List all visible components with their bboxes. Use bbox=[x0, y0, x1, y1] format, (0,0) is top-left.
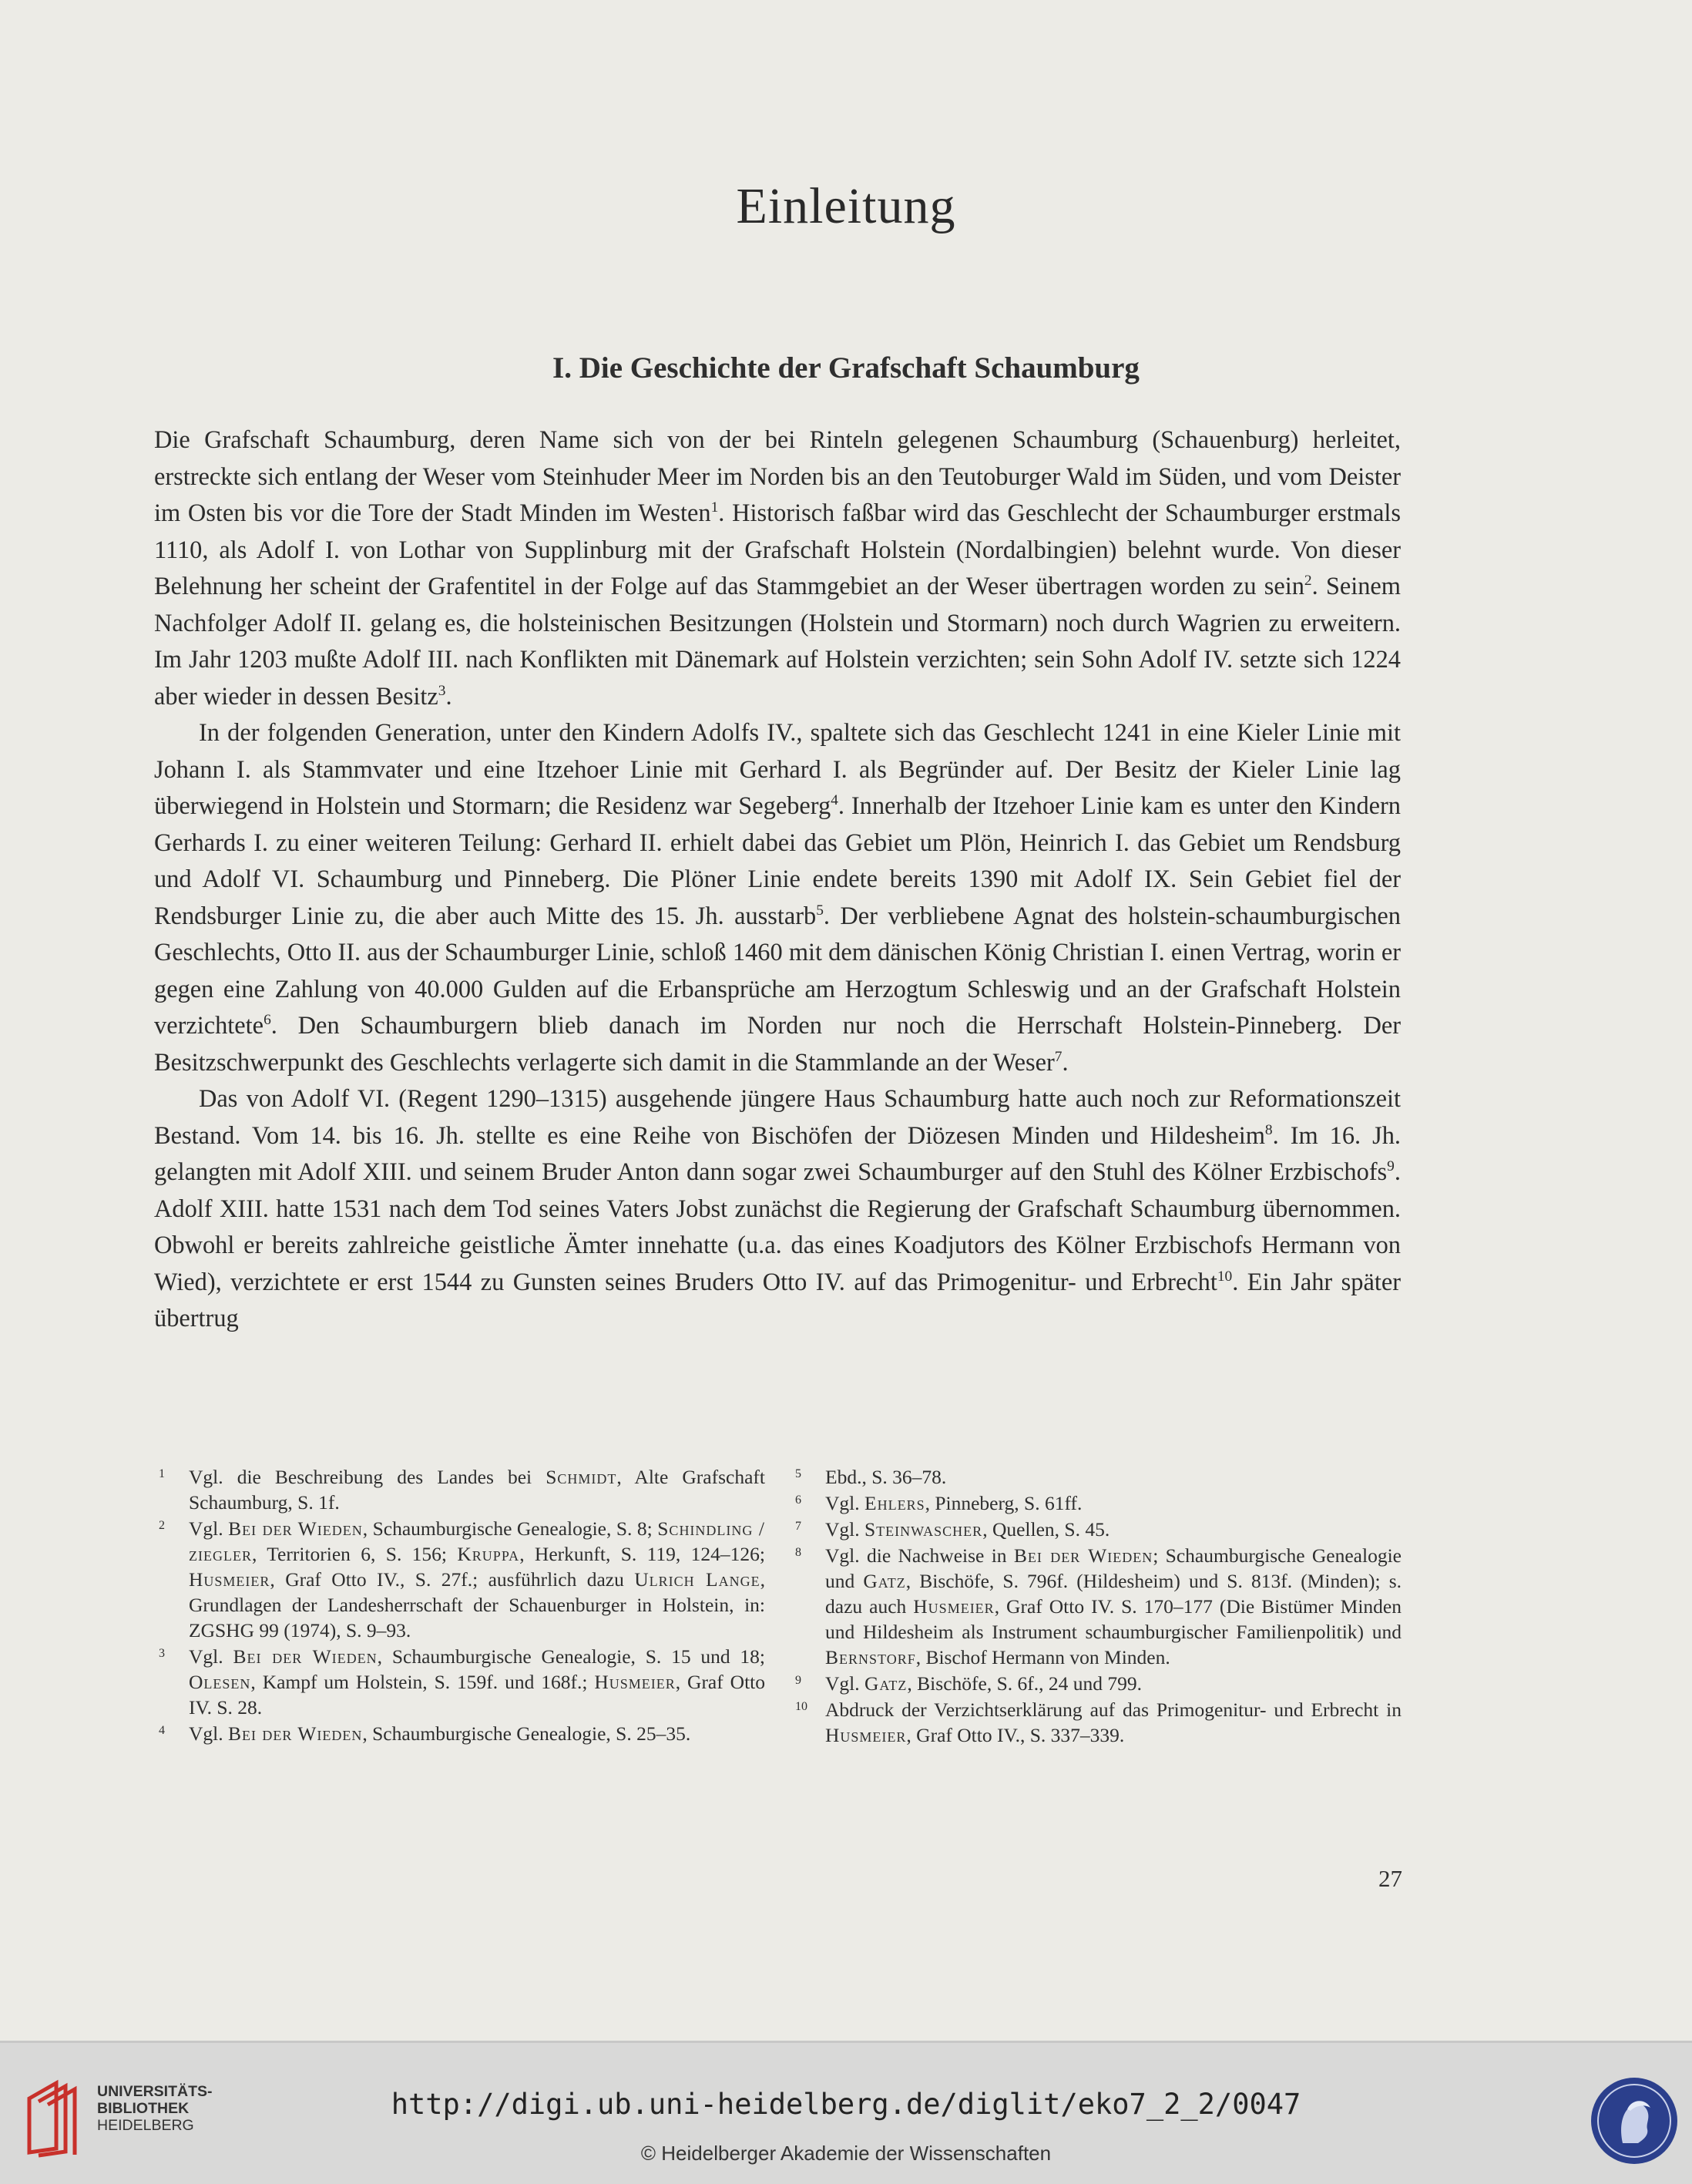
text-run: Vgl. bbox=[825, 1518, 864, 1541]
footnote-number: 4 bbox=[159, 1724, 165, 1737]
author-name: Husmeier bbox=[825, 1724, 907, 1746]
text-run: , Alte Grafschaft Schaumburg, S. 1f. bbox=[189, 1466, 765, 1514]
footnote bbox=[154, 1721, 765, 1746]
text-run: Vgl. bbox=[189, 1645, 233, 1668]
body-paragraph bbox=[154, 715, 1401, 1081]
text-run: , Bischöfe, S. 796f. (Hildesheim) und S. 813f. (Minden); s. dazu auch bbox=[825, 1570, 1402, 1618]
text-run: Die Grafschaft Schaumburg, deren Name sich von der bei Rinteln gelegenen Schaumburg (Schauenburg) herleitet, erstreckte sich entlang der Weser vom Steinhuder Meer im Norden bis an den Teutoburger Wald im Süden, und vom Deister im Osten bis vor die Tore der Stadt Minden im Westen bbox=[154, 426, 1401, 527]
text-run: , Bischöfe, S. 6f., 24 und 799. bbox=[907, 1672, 1142, 1695]
text-run: , Territorien 6, S. 156; bbox=[251, 1543, 458, 1565]
text-run: , Graf Otto IV., S. 337–339. bbox=[906, 1724, 1125, 1746]
author-name: Husmeier bbox=[913, 1595, 995, 1618]
permalink-url[interactable]: http://digi.ub.uni-heidelberg.de/diglit/eko7_2_2/0047 bbox=[391, 2088, 1301, 2121]
footnote-reference: 5 bbox=[816, 902, 824, 919]
text-run: In der folgenden Generation, unter den Kindern Adolfs IV., spaltete sich das Geschlecht 1241 in eine Kieler Linie mit Johann I. als Stammvater und eine Itzehoer Linie mit Gerhard I. als Begründer auf. Der Besitz der Kieler Linie lag überwiegend in Holstein und Stormarn; die Residenz war Segeberg bbox=[154, 719, 1401, 820]
footnote-number: 9 bbox=[795, 1674, 801, 1687]
body-text bbox=[154, 422, 1401, 1338]
footnote bbox=[154, 1464, 765, 1515]
logo-line-3: HEIDELBERG bbox=[97, 2117, 194, 2134]
footnote-reference: 2 bbox=[1304, 573, 1312, 590]
footnote bbox=[154, 1644, 765, 1720]
text-run: Abdruck der Verzichtserklärung auf das Primogenitur- und Erbrecht in bbox=[825, 1698, 1402, 1721]
author-name: Bei der Wieden bbox=[1013, 1544, 1153, 1567]
text-run: . Innerhalb der Itzehoer Linie kam es unter den Kindern Gerhards I. zu einer weiteren Teilung: Gerhard II. erhielt dabei das Gebiet um Plön, Heinrich I. das Gebiet um Rendsburg und Adolf VI. Schaumburg und Pinneberg. Die Plöner Linie endete bereits 1390 mit Adolf IX. Sein Gebiet fiel der Rendsburger Linie zu, die aber auch Mitte des 15. Jh. ausstarb bbox=[154, 792, 1401, 930]
author-name: Ehlers bbox=[864, 1492, 925, 1514]
footnote-number: 1 bbox=[159, 1467, 165, 1480]
footnote bbox=[791, 1543, 1402, 1670]
text-run: , Schaumburgische Genealogie, S. 15 und 18; bbox=[377, 1645, 766, 1668]
footnote bbox=[791, 1517, 1402, 1542]
footnote-reference: 8 bbox=[1264, 1121, 1273, 1138]
footnote bbox=[154, 1516, 765, 1643]
page-number: 27 bbox=[1378, 1865, 1402, 1892]
academy-seal-icon[interactable] bbox=[1589, 2075, 1680, 2166]
author-name: Kruppa bbox=[457, 1543, 520, 1565]
author-name: Bei der Wieden bbox=[228, 1517, 363, 1540]
text-run: Vgl. bbox=[825, 1492, 864, 1514]
text-run: . Ein Jahr später übertrug bbox=[154, 1268, 1401, 1332]
author-name: Schindling / ziegler bbox=[189, 1517, 765, 1565]
footnote-reference: 4 bbox=[831, 792, 838, 809]
footnote bbox=[791, 1464, 1402, 1490]
author-name: Bernstorf bbox=[825, 1646, 916, 1668]
author-name: Bei der Wieden bbox=[233, 1645, 378, 1668]
text-run: , Bischof Hermann von Minden. bbox=[915, 1646, 1170, 1668]
footnote-number: 6 bbox=[795, 1494, 801, 1507]
author-name: Gatz bbox=[863, 1570, 906, 1592]
footer-bar bbox=[0, 2041, 1692, 2184]
text-run: . Im 16. Jh. gelangten mit Adolf XIII. und seinem Bruder Anton dann sogar zwei Schaumburger auf den Stuhl des Kölner Erzbischofs bbox=[154, 1121, 1401, 1186]
body-paragraph bbox=[154, 1081, 1401, 1338]
footnote-reference: 10 bbox=[1217, 1268, 1233, 1285]
text-run: . Seinem Nachfolger Adolf II. gelang es, die holsteinischen Besitzungen (Holstein und Stormarn) noch durch Wagrien zu erweitern. Im Jahr 1203 mußte Adolf III. nach Konflikten mit Dänemark auf Holstein verzichten; sein Sohn Adolf IV. setzte sich 1224 aber wieder in dessen Besitz bbox=[154, 573, 1401, 711]
text-run: Ebd., S. 36–78. bbox=[825, 1466, 947, 1488]
footnote-number: 2 bbox=[159, 1519, 165, 1532]
text-run: , Graf Otto IV. S. 28. bbox=[189, 1671, 765, 1719]
logo-line-2: BIBLIOTHEK bbox=[97, 2100, 190, 2117]
author-name: Bei der Wieden bbox=[228, 1722, 363, 1745]
author-name: Husmeier bbox=[189, 1568, 270, 1591]
text-run: . bbox=[1062, 1048, 1069, 1077]
footnote-reference: 7 bbox=[1054, 1048, 1063, 1065]
footnote-reference: 1 bbox=[710, 499, 719, 516]
text-run: . Den Schaumburgern blieb danach im Norden nur noch die Herrschaft Holstein-Pinneberg. Der Besitzschwerpunkt des Geschlechts verlagerte sich damit in die Stammlande an der Weser bbox=[154, 1012, 1401, 1077]
page-title: Einleitung bbox=[736, 178, 956, 234]
text-run: , Grundlagen der Landesherrschaft der Schauenburger in Holstein, in: ZGSHG 99 (1974), S. 9–93. bbox=[189, 1568, 766, 1641]
text-run: , Herkunft, S. 119, 124–126; bbox=[519, 1543, 766, 1565]
text-run: Vgl. bbox=[189, 1722, 228, 1745]
footnote-reference: 3 bbox=[438, 682, 446, 699]
author-name: Ulrich Lange bbox=[634, 1568, 760, 1591]
footnote-number: 8 bbox=[795, 1546, 801, 1559]
footnote bbox=[791, 1490, 1402, 1516]
text-run: , Quellen, S. 45. bbox=[982, 1518, 1110, 1541]
text-run: Vgl. die Nachweise in bbox=[825, 1544, 1014, 1567]
copyright-notice: © Heidelberger Akademie der Wissenschaften bbox=[640, 2142, 1052, 2165]
text-run: . Historisch faßbar wird das Geschlecht der Schaumburger erstmals 1110, als Adolf I. von Lothar von Supplinburg mit der Grafschaft Holstein (Nordalbingien) belehnt wurde. Von dieser Belehnung her scheint der Grafentitel in der Folge auf das Stammgebiet an der Weser übertragen worden zu sein bbox=[154, 499, 1401, 600]
footnote-reference: 6 bbox=[264, 1012, 271, 1029]
footnote-number: 5 bbox=[795, 1467, 801, 1480]
section-title: I. Die Geschichte der Grafschaft Schaumburg bbox=[552, 351, 1140, 385]
footnote bbox=[791, 1697, 1402, 1748]
text-run: , Schaumburgische Genealogie, S. 8; bbox=[362, 1517, 658, 1540]
text-run: Vgl. bbox=[825, 1672, 864, 1695]
text-run: . Der verbliebene Agnat des holstein-schaumburgischen Geschlechts, Otto II. aus der Schaumburger Linie, schloß 1460 mit dem dänischen König Christian I. einen Vertrag, worin er gegen eine Zahlung von 40.000 Gulden auf die Erbansprüche am Herzogtum Schleswig und an der Grafschaft Holstein verzichtete bbox=[154, 902, 1401, 1040]
text-run: , Graf Otto IV., S. 27f.; ausführlich dazu bbox=[270, 1568, 635, 1591]
text-run: , Graf Otto IV. S. 170–177 (Die Bistümer Minden und Hildesheim als Instrument schaumburgischer Familienpolitik) und bbox=[825, 1595, 1402, 1643]
footnote-number: 10 bbox=[795, 1700, 807, 1713]
footnotes-left-column bbox=[154, 1464, 765, 1747]
author-name: Schmidt bbox=[546, 1466, 617, 1488]
text-run: Vgl. die Beschreibung des Landes bei bbox=[189, 1466, 546, 1488]
footnote-number: 7 bbox=[795, 1520, 801, 1533]
author-name: Husmeier bbox=[594, 1671, 676, 1693]
text-run: , Schaumburgische Genealogie, S. 25–35. bbox=[362, 1722, 691, 1745]
text-run: Vgl. bbox=[189, 1517, 229, 1540]
footnote-number: 3 bbox=[159, 1647, 165, 1660]
footnote-reference: 9 bbox=[1387, 1158, 1395, 1175]
text-run: . bbox=[445, 682, 452, 711]
text-run: ; Schaumburgische Genealogie und bbox=[825, 1544, 1402, 1592]
footnotes-right-column bbox=[791, 1464, 1402, 1749]
text-run: . Adolf XIII. hatte 1531 nach dem Tod seines Vaters Jobst zunächst die Regierung der Grafschaft Schaumburg übernommen. Obwohl er bereits zahlreiche geistliche Ämter innehatte (u.a. das eines Koadjutors des Kölner Erzbischofs Hermann von Wied), verzichtete er erst 1544 zu Gunsten seines Bruders Otto IV. auf das Primogenitur- und Erbrecht bbox=[154, 1158, 1401, 1296]
text-run: Das von Adolf VI. (Regent 1290–1315) ausgehende jüngere Haus Schaumburg hatte auch noch zur Reformationszeit Bestand. Vom 14. bis 16. Jh. stellte es eine Reihe von Bischöfen der Diözesen Minden und Hildesheim bbox=[154, 1085, 1401, 1150]
logo-line-1: UNIVERSITÄTS- bbox=[97, 2083, 213, 2100]
text-run: , Kampf um Holstein, S. 159f. und 168f.; bbox=[250, 1671, 595, 1693]
text-run: , Pinneberg, S. 61ff. bbox=[925, 1492, 1083, 1514]
author-name: Steinwascher bbox=[864, 1518, 983, 1541]
body-paragraph bbox=[154, 422, 1401, 715]
author-name: Gatz bbox=[864, 1672, 908, 1695]
footnote bbox=[791, 1671, 1402, 1696]
author-name: Olesen bbox=[189, 1671, 251, 1693]
